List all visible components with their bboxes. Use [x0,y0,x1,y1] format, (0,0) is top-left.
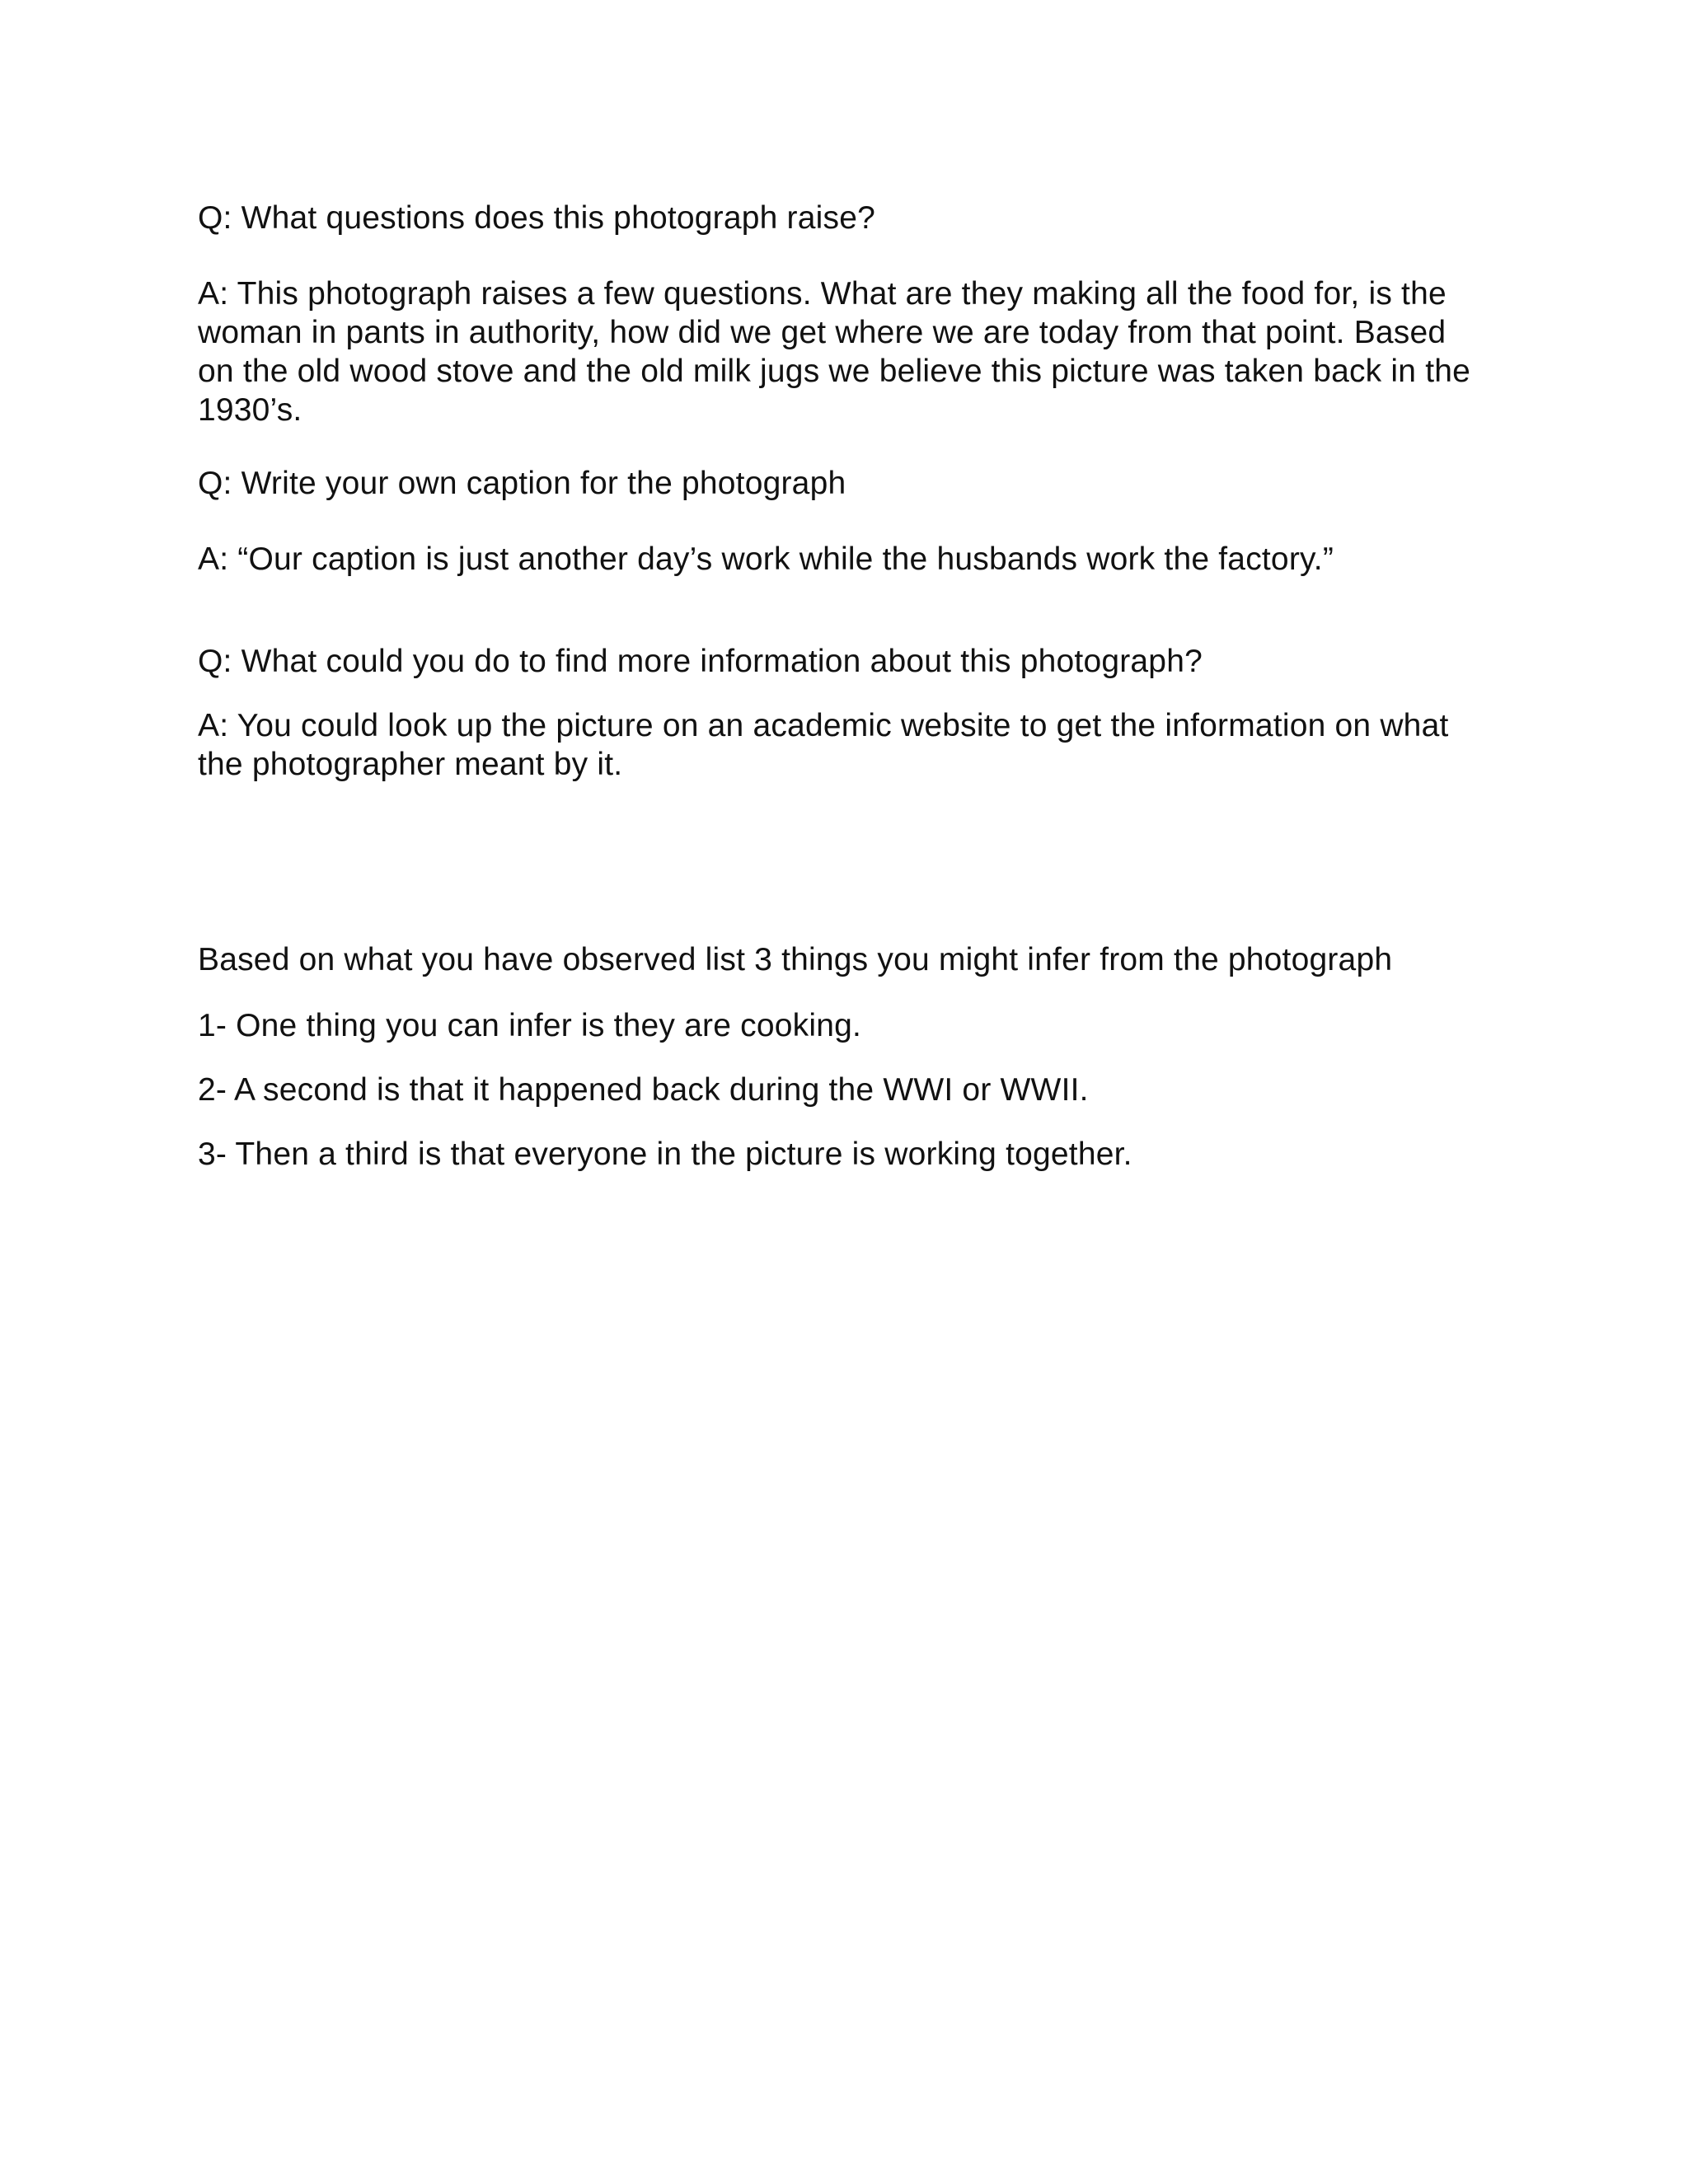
infer-heading: Based on what you have observed list 3 things you might infer from the photograph [198,942,1393,977]
infer-item-1: 1- One thing you can infer is they are cooking. [198,1008,862,1043]
question-3: Q: What could you do to find more information about this photograph? [198,644,1203,679]
answer-2: A: “Our caption is just another day’s work while the husbands work the factory.” [198,541,1334,577]
question-2: Q: Write your own caption for the photograph [198,466,846,501]
answer-1: A: This photograph raises a few questions. What are they making all the food for, is the woman in pants in authority, how did we get where we are today from that point. Based on the old wood stove and the old milk jugs we believe this picture was taken back in the 1930’s. [198,276,1471,428]
infer-item-3: 3- Then a third is that everyone in the picture is working together. [198,1137,1132,1172]
infer-item-2: 2- A second is that it happened back during the WWI or WWII. [198,1072,1089,1108]
question-1: Q: What questions does this photograph raise? [198,200,875,236]
answer-3: A: You could look up the picture on an academic website to get the information on what the photographer meant by it. [198,708,1449,782]
